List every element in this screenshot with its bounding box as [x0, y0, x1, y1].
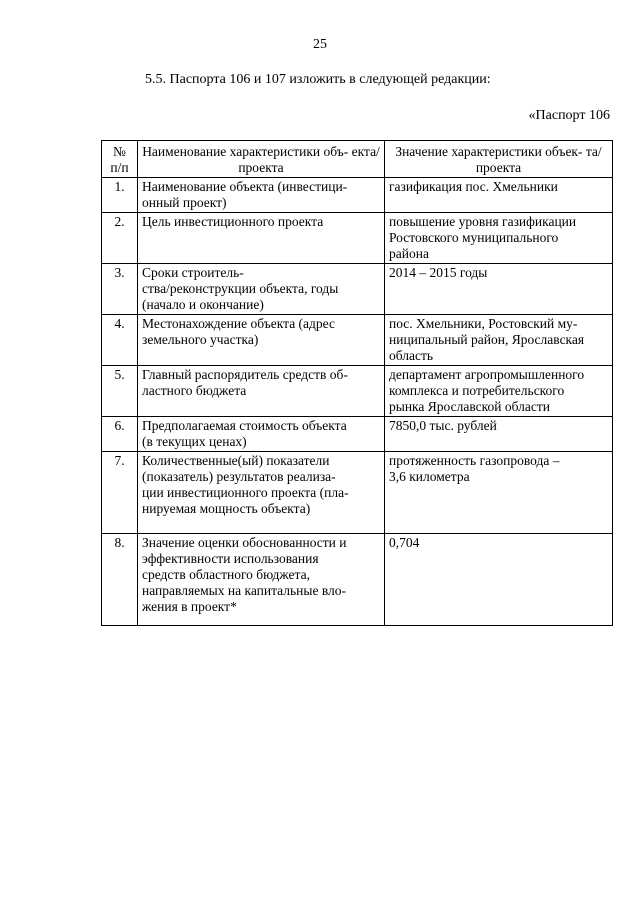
row-number: 7. [102, 452, 138, 534]
row-name: Цель инвестиционного проекта [138, 213, 385, 264]
row-value: 7850,0 тыс. рублей [385, 417, 613, 452]
row-value: 2014 – 2015 годы [385, 264, 613, 315]
page-number: 25 [313, 37, 327, 52]
row-number: 6. [102, 417, 138, 452]
table-row [102, 417, 613, 452]
row-value: протяженность газопровода – 3,6 километра [385, 452, 613, 534]
table-row [102, 452, 613, 534]
row-value: департамент агропромышленного комплекса и потребительского рынка Ярославской области [385, 366, 613, 417]
header-number: № п/п [102, 141, 138, 178]
table-row [102, 213, 613, 264]
row-name: Наименование объекта (инвестици- онный проект) [138, 178, 385, 213]
passport-label: «Паспорт 106 [528, 108, 610, 123]
row-value: 0,704 [385, 534, 613, 626]
passport-table [101, 140, 613, 626]
row-name: Предполагаемая стоимость объекта (в текущих ценах) [138, 417, 385, 452]
row-name: Местонахождение объекта (адрес земельного участка) [138, 315, 385, 366]
table-header-row [102, 141, 613, 178]
row-value: газификация пос. Хмельники [385, 178, 613, 213]
table-row [102, 366, 613, 417]
intro-paragraph: 5.5. Паспорта 106 и 107 изложить в следующей редакции: [145, 72, 491, 87]
row-value: пос. Хмельники, Ростовский му- ниципальный район, Ярославская область [385, 315, 613, 366]
header-characteristic-value: Значение характеристики объек- та/проекта [385, 141, 613, 178]
row-name: Значение оценки обоснованности и эффективности использования средств областного бюджета, направляемых на капитальные вло- жения в проект* [138, 534, 385, 626]
header-characteristic-name: Наименование характеристики объ- екта/проекта [138, 141, 385, 178]
table-row [102, 264, 613, 315]
row-number: 3. [102, 264, 138, 315]
row-number: 1. [102, 178, 138, 213]
table-row [102, 315, 613, 366]
row-name: Главный распорядитель средств об- ластного бюджета [138, 366, 385, 417]
row-value: повышение уровня газификации Ростовского муниципального района [385, 213, 613, 264]
row-name: Сроки строитель- ства/реконструкции объекта, годы (начало и окончание) [138, 264, 385, 315]
row-number: 5. [102, 366, 138, 417]
row-number: 4. [102, 315, 138, 366]
table-row [102, 178, 613, 213]
row-number: 2. [102, 213, 138, 264]
row-number: 8. [102, 534, 138, 626]
table-row [102, 534, 613, 626]
row-name: Количественные(ый) показатели (показатель) результатов реализа- ции инвестиционного проекта (пла- нируемая мощность объекта) [138, 452, 385, 534]
